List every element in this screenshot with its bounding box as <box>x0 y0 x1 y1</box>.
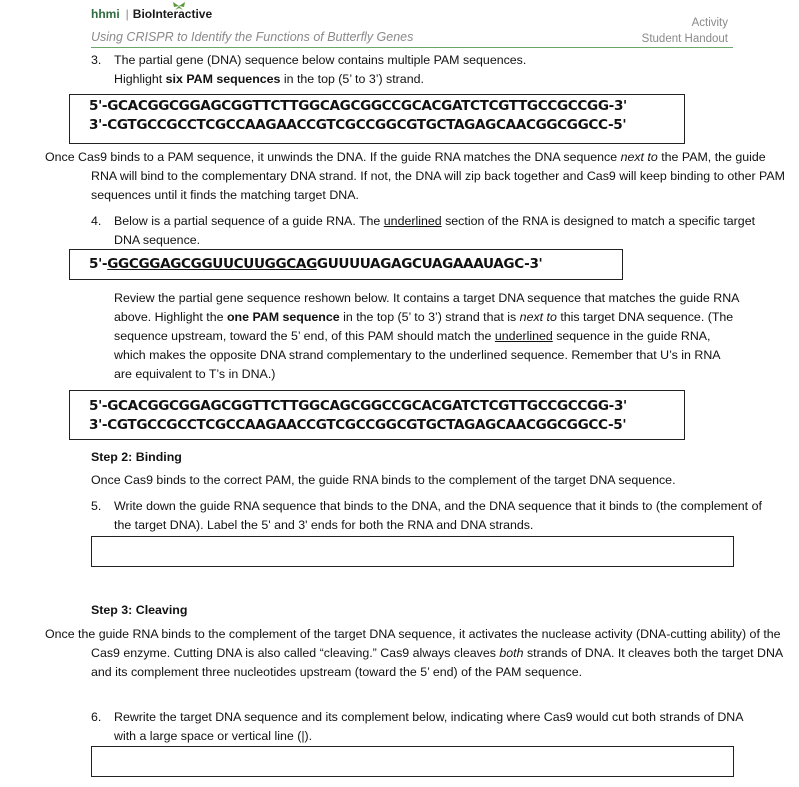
binding-explanation: Once Cas9 binds to a PAM sequence, it unwinds the DNA. If the guide RNA matches the DNA sequence next to the PAM, the guide RNA will bind to the complementary DNA strand. If not, the DNA will zip back together and Cas9 will keep binding to other PAM sequences until it finds the matching target DNA. <box>45 150 785 202</box>
guide-rna-sequence: 5'-GGCGGAGCGGUUCUUGGCAGGUUUUAGAGCUAGAAAUAGC-3' <box>89 256 543 272</box>
dna-bottom-strand: 3'-CGTGCCGCCTCGCCAAGAACCGTCGCCGGCGTGCTAGAGCAACGGCGGCC-5' <box>89 117 627 133</box>
brand-name: BioInteractive <box>132 7 213 21</box>
question-6: 6. Rewrite the target DNA sequence and its complement below, indicating where Cas9 would cut both strands of DNA with a large space or vertical line (|). <box>91 710 743 743</box>
document-subtitle: Using CRISPR to Identify the Functions of Butterfly Genes <box>91 30 414 44</box>
org-name: hhmi <box>91 7 120 21</box>
dna-top-strand: 5'-GCACGGCGGAGCGGTTCTTGGCAGCGGCCGCACGATCTCGTTGCCGCCGG-3' <box>89 398 627 414</box>
audience-label: Student Handout <box>641 33 728 45</box>
step-2-text: Once Cas9 binds to the correct PAM, the guide RNA binds to the complement of the target DNA sequence. <box>91 473 676 487</box>
dna-bottom-strand: 3'-CGTGCCGCCTCGCCAAGAACCGTCGCCGGCGTGCTAGAGCAACGGCGGCC-5' <box>89 417 627 433</box>
header-divider <box>91 47 733 48</box>
question-3: 3. The partial gene (DNA) sequence below contains multiple PAM sequences. Highlight six PAM sequences in the top (5’ to 3’) strand. <box>91 53 527 86</box>
butterfly-icon <box>171 1 187 14</box>
doc-type-label: Activity <box>691 17 728 29</box>
brand-logo: hhmi | BioInteractive <box>91 7 213 21</box>
answer-box-5[interactable] <box>91 536 734 567</box>
question-number: 6. <box>91 710 102 724</box>
document-type <box>642 15 728 47</box>
question-5: 5. Write down the guide RNA sequence that binds to the DNA, and the DNA sequence that it binds to (the complement of the target DNA). Label the 5' and 3' ends for both the RNA and DNA strands. <box>91 499 762 532</box>
guide-rna-target-section: GGCGGAGCGGUUCUUGGCAG <box>107 256 317 272</box>
step-3-heading: Step 3: Cleaving <box>91 603 188 617</box>
step-2-heading: Step 2: Binding <box>91 450 182 464</box>
review-instructions: Review the partial gene sequence reshown below. It contains a target DNA sequence that matches the guide RNA above. Highlight the one PAM sequence in the top (5’ to 3’) strand that is next to this target DNA sequence. (The sequence upstream, toward the 5’ end, of this PAM should match the underlined sequence in the guide RNA, which makes the opposite DNA strand complementary to the underlined sequence. Remember that U’s in RNA are equivalent to T’s in DNA.) <box>114 291 739 381</box>
dna-sequence-box-2 <box>69 390 685 440</box>
answer-box-6[interactable] <box>91 746 734 777</box>
dna-top-strand: 5'-GCACGGCGGAGCGGTTCTTGGCAGCGGCCGCACGATCTCGTTGCCGCCGG-3' <box>89 98 627 114</box>
guide-rna-box <box>69 249 623 280</box>
dna-sequence-box-1 <box>69 94 685 144</box>
question-number: 3. <box>91 53 102 67</box>
step-3-text: Once the guide RNA binds to the complement of the target DNA sequence, it activates the nuclease activity (DNA-cutting ability) of the Cas9 enzyme. Cutting DNA is also called “cleaving.” Cas9 always cleaves both strands of DNA. It cleaves both the target DNA and its complement three nucleotides upstream (toward the 5’ end) of the PAM sequence. <box>45 627 783 679</box>
question-number: 5. <box>91 499 102 513</box>
question-4: 4. Below is a partial sequence of a guide RNA. The underlined section of the RNA is designed to match a specific target DNA sequence. <box>91 214 756 247</box>
question-number: 4. <box>91 214 102 228</box>
